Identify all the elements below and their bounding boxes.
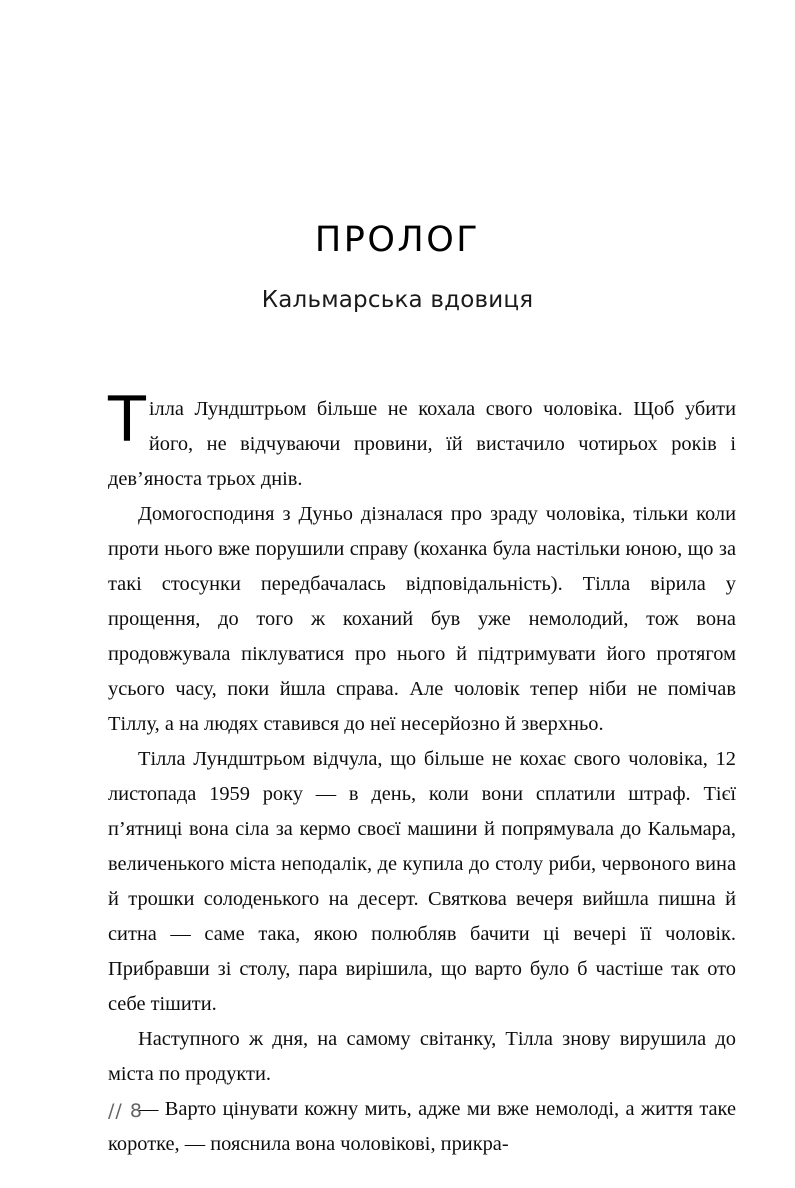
paragraph: Тілла Лундштрьом відчула, що більше не кохає свого чоловіка, 12 листопада 1959 року — в день, коли вони сплатили штраф. Тієї п’ятниці вона сіла за кермо своєї машини й попрямувала до Кальмара, величенького міста неподалік, де купила до столу риби, червоного вина й трошки солоденького на десерт. Святкова вечеря вийшла пишна й ситна — саме така, якою полюбляв бачити ці вечері її чоловік. Прибравши зі столу, пара вирішила, що варто було б частіше так ото себе тішити.: [108, 748, 736, 1015]
paragraph: — Варто цінувати кожну мить, адже ми вже немолоді, а життя таке коротке, — пояснила вона чоловікові, прикра-: [108, 1098, 736, 1155]
paragraph: Тілла Лундштрьом більше не кохала свого чоловіка. Щоб убити його, не відчуваючи провини, їй вистачило чотирьох років і дев’яноста трьох днів.: [108, 383, 736, 490]
page-title: ПРОЛОГ: [314, 220, 481, 260]
page-number: // 8: [108, 1100, 143, 1122]
chapter-heading-block: [0, 222, 795, 313]
body-text-block: [108, 383, 736, 1162]
chapter-subtitle: Кальмарська вдовиця: [261, 286, 534, 313]
page-footer: [108, 1100, 143, 1122]
paragraph: Наступного ж дня, на самому світанку, Тілла знову вирушила до міста по продукти.: [108, 1028, 736, 1085]
paragraph: Домогосподиня з Дуньо дізналася про зраду чоловіка, тільки коли проти нього вже порушили справу (коханка була настільки юною, що за такі стосунки передбачалась відповідальність). Тілла вірила у прощення, до того ж коханий був уже немолодий, тож вона продовжувала піклуватися про нього й підтримувати його протягом усього часу, поки йшла справа. Але чоловік тепер ніби не помічав Тіллу, а на людях ставився до неї несерйозно й зверхньо.: [108, 503, 736, 735]
